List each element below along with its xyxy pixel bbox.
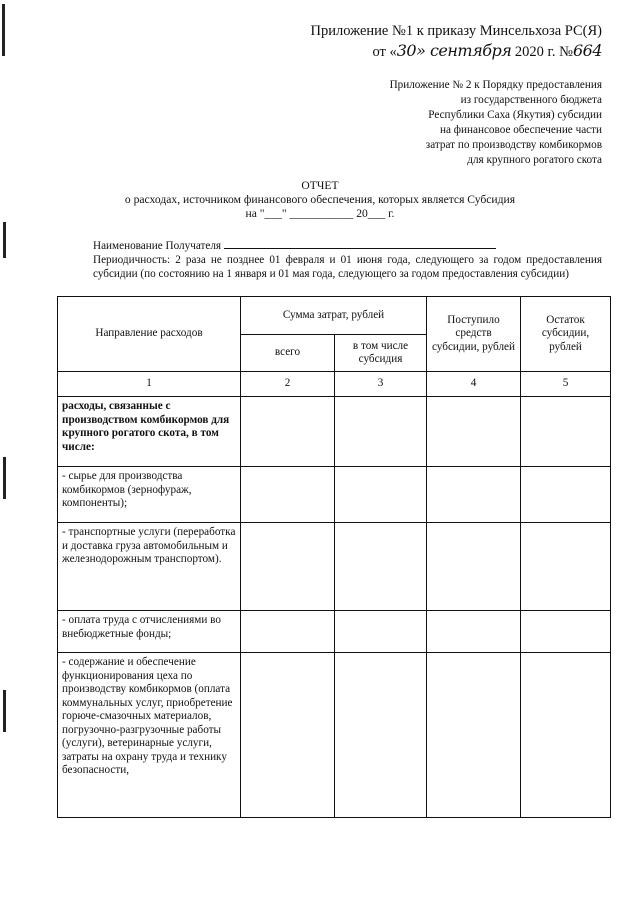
column-number: 3 xyxy=(335,372,427,397)
order-header xyxy=(311,22,602,62)
empty-cell xyxy=(521,467,611,523)
column-number: 1 xyxy=(58,372,241,397)
row-label: - сырье для производства комбикормов (зернофураж, компоненты); xyxy=(58,467,241,523)
empty-cell xyxy=(427,653,521,818)
order-header-date-line xyxy=(311,41,602,62)
appendix-header-line: на финансовое обеспечение части xyxy=(440,124,602,136)
empty-cell xyxy=(427,467,521,523)
row-label: - транспортные услуги (переработка и доставка груза автомобильным и железнодорожным транспортом). xyxy=(58,523,241,611)
recipient-line xyxy=(93,238,602,253)
empty-cell xyxy=(335,653,427,818)
table-row xyxy=(58,611,611,653)
appendix-header-line: Республики Саха (Якутия) субсидии xyxy=(428,109,602,121)
appendix-header-line: для крупного рогатого скота xyxy=(467,154,602,166)
column-number: 2 xyxy=(241,372,335,397)
empty-cell xyxy=(521,611,611,653)
order-date-year: 2020 г. № xyxy=(514,44,573,60)
order-number-handwritten: 664 xyxy=(572,41,602,60)
empty-cell xyxy=(335,523,427,611)
row-label: - оплата труда с отчислениями во внебюджетные фонды; xyxy=(58,611,241,653)
report-title xyxy=(0,179,640,221)
scan-binding-mark xyxy=(3,222,6,258)
order-header-line1: Приложение №1 к приказу Минсельхоза РС(Я) xyxy=(310,23,602,39)
empty-cell xyxy=(241,397,335,467)
report-subtitle: о расходах, источником финансового обеспечения, которых является Субсидия xyxy=(124,193,516,206)
empty-cell xyxy=(427,397,521,467)
table-row xyxy=(58,653,611,818)
empty-cell xyxy=(427,523,521,611)
empty-cell xyxy=(335,397,427,467)
empty-cell xyxy=(335,611,427,653)
scan-binding-mark xyxy=(2,4,5,56)
order-date-prefix: от « xyxy=(372,44,397,60)
periodicity-text: Периодичность: 2 раза не позднее 01 февраля и 01 июня года, следующего за годом предоставления субсидии (по состоянию на 1 января и 01 мая года, следующего за годом предоставления субсидии) xyxy=(93,254,602,280)
column-number: 5 xyxy=(521,372,611,397)
header-remainder: Остаток субсидии, рублей xyxy=(521,297,611,372)
report-table xyxy=(57,296,611,818)
report-heading: ОТЧЕТ xyxy=(301,179,339,192)
report-info xyxy=(93,238,602,281)
empty-cell xyxy=(335,467,427,523)
recipient-blank-field xyxy=(224,238,496,249)
order-date-handwritten: 30» сентября xyxy=(396,41,512,60)
scan-binding-mark xyxy=(3,457,6,499)
column-number: 4 xyxy=(427,372,521,397)
empty-cell xyxy=(241,467,335,523)
empty-cell xyxy=(521,397,611,467)
row-label: - содержание и обеспечение функционирования цеха по производству комбикормов (оплата коммунальных услуг, приобретение горюче-смазочных материалов, погрузочно-разгрузочные работы (услуги), ветеринарные услуги, затраты на охрану труда и технику безопасности, xyxy=(58,653,241,818)
table-row xyxy=(58,467,611,523)
header-cost-sum: Сумма затрат, рублей xyxy=(241,297,427,335)
empty-cell xyxy=(241,653,335,818)
appendix-header xyxy=(390,78,602,168)
header-received: Поступило средств субсидии, рублей xyxy=(427,297,521,372)
row-label: расходы, связанные с производством комбикормов для крупного рогатого скота, в том числе: xyxy=(58,397,241,467)
report-date-line: на "___" ___________ 20___ г. xyxy=(245,207,395,220)
appendix-header-line: затрат по производству комбикормов xyxy=(425,139,602,151)
header-incl-subsidy: в том числе субсидия xyxy=(335,335,427,372)
header-direction: Направление расходов xyxy=(58,297,241,372)
empty-cell xyxy=(427,611,521,653)
table-row xyxy=(58,397,611,467)
empty-cell xyxy=(241,611,335,653)
appendix-header-line: из государственного бюджета xyxy=(460,94,602,106)
empty-cell xyxy=(521,653,611,818)
scan-binding-mark xyxy=(3,690,6,732)
header-total: всего xyxy=(241,335,335,372)
table-row xyxy=(58,523,611,611)
appendix-header-line: Приложение № 2 к Порядку предоставления xyxy=(389,79,602,91)
empty-cell xyxy=(241,523,335,611)
empty-cell xyxy=(521,523,611,611)
recipient-label: Наименование Получателя xyxy=(93,240,222,252)
